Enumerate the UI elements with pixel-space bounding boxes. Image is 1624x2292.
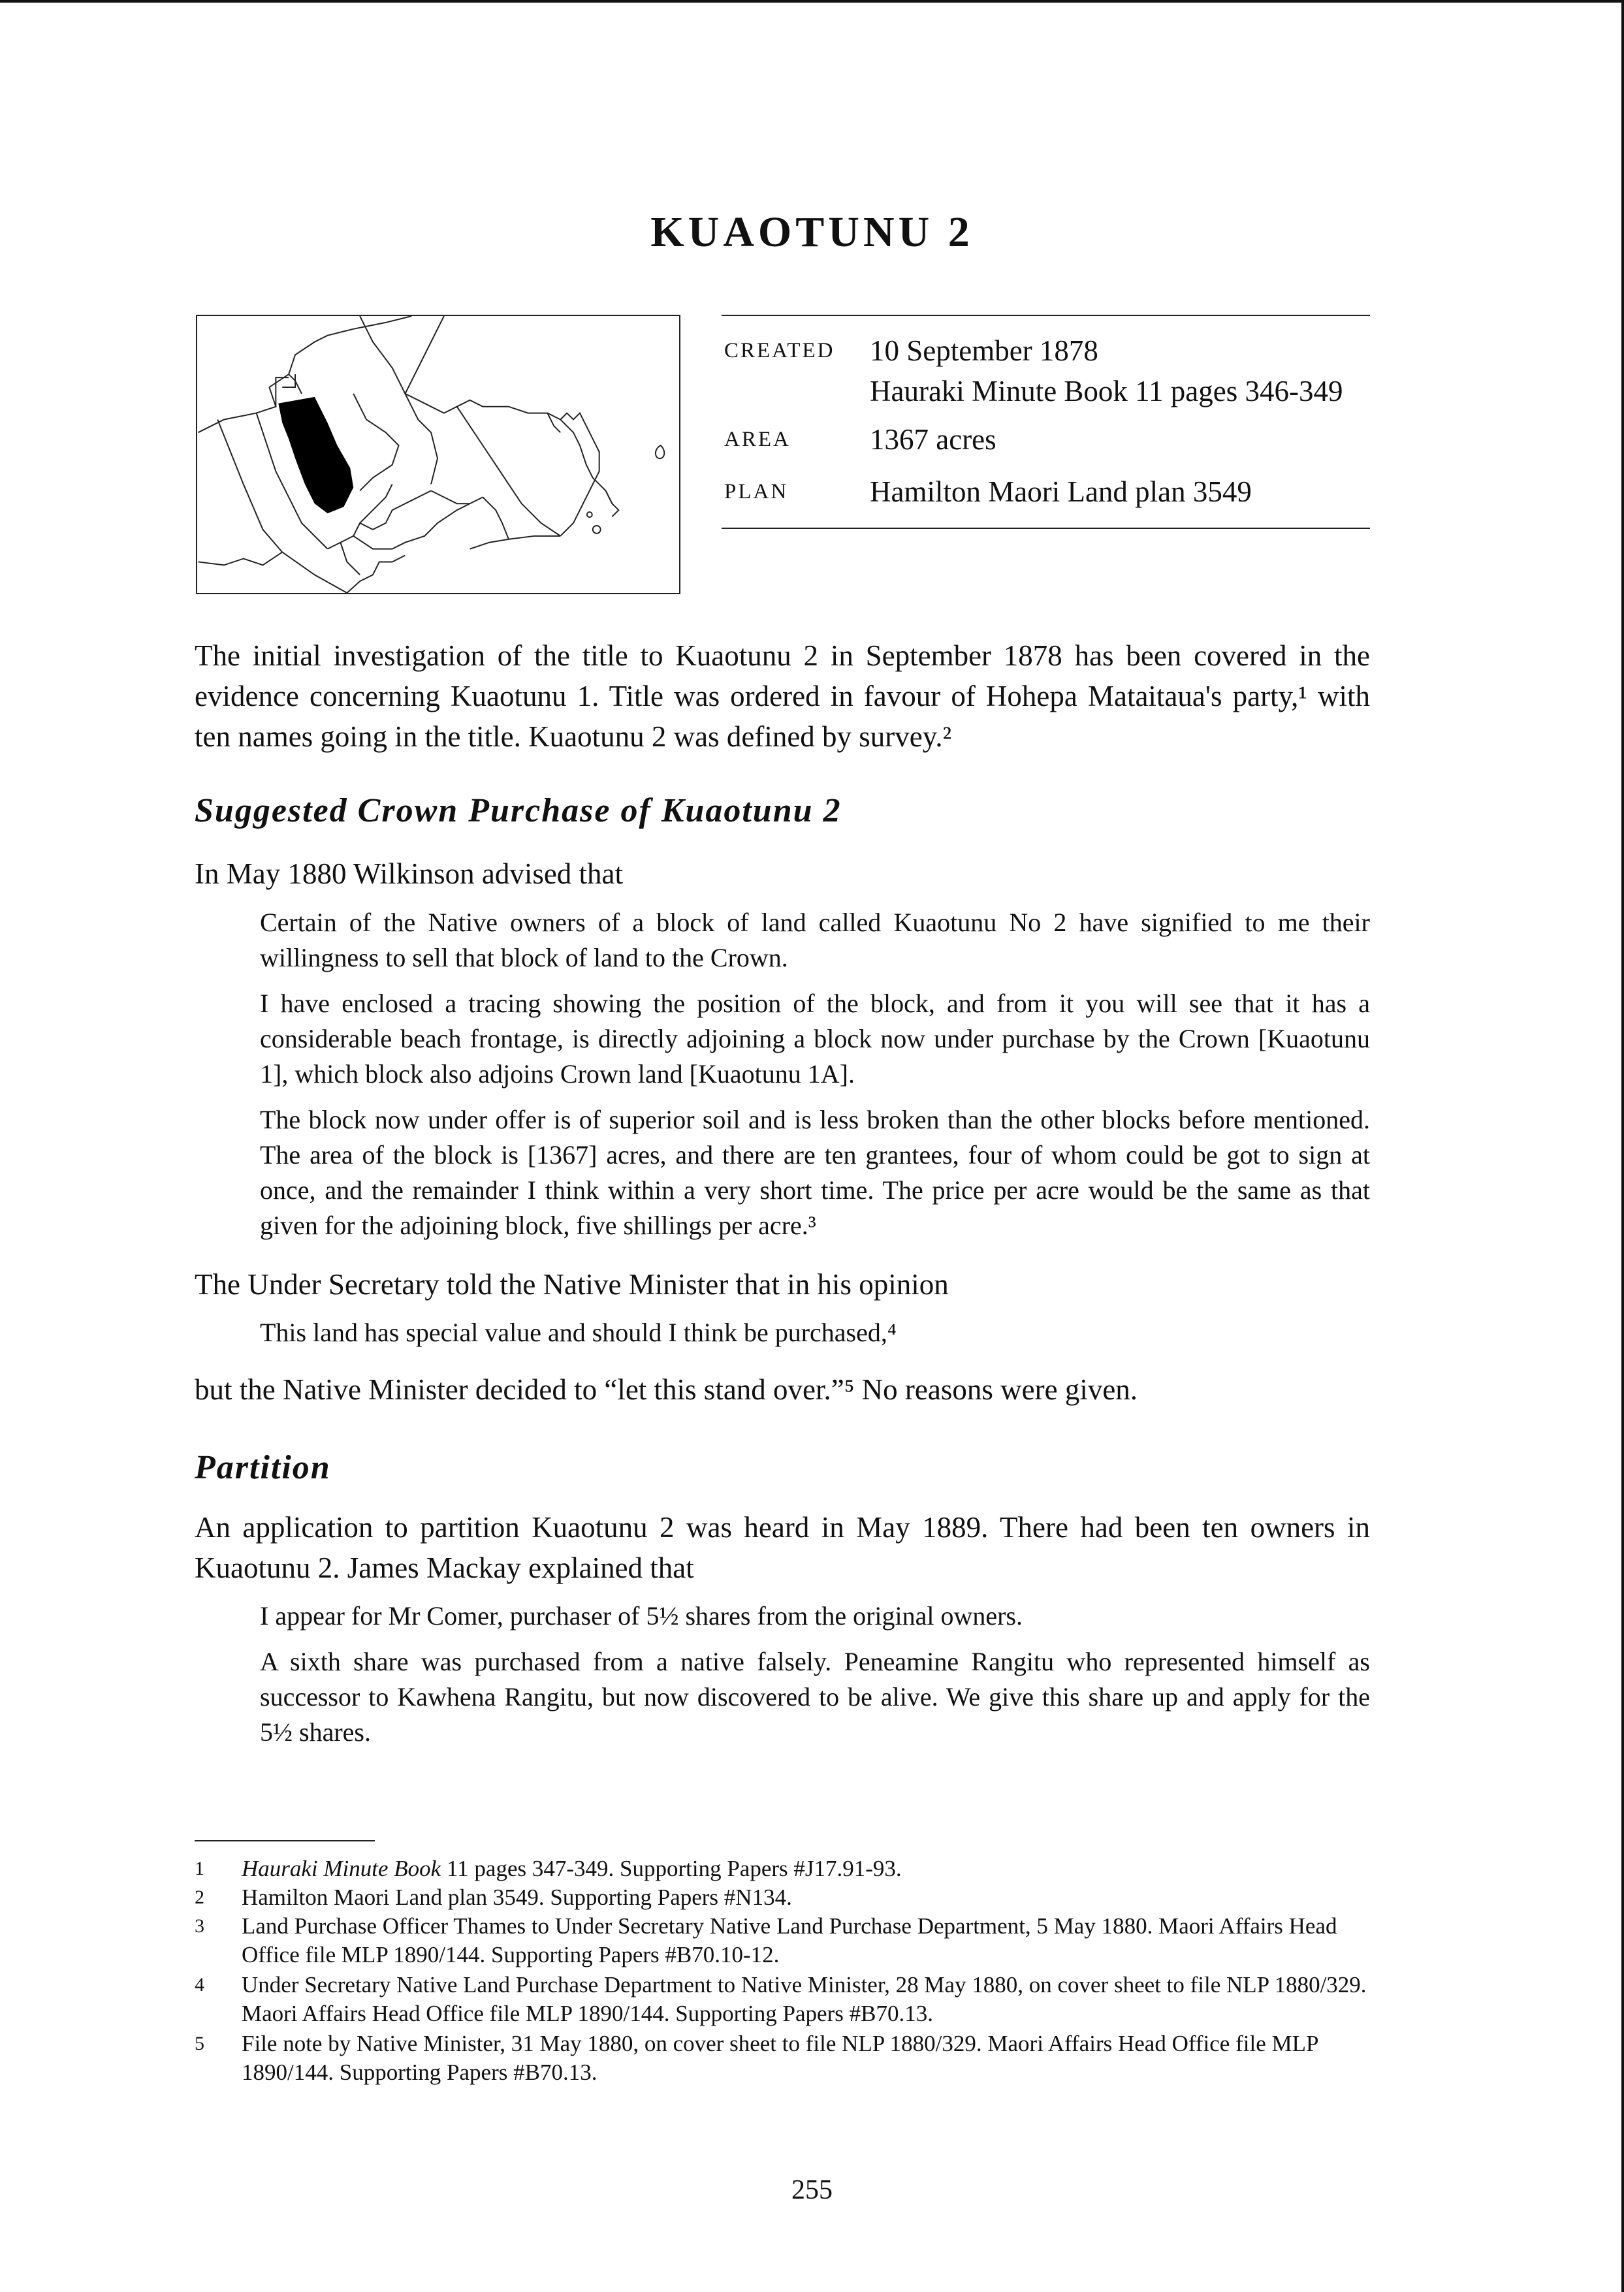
scan-edge-top — [0, 0, 1624, 3]
block-quote: A sixth share was purchased from a native falsely. Peneamine Rangitu who represented himself as successor to Kawhena Rangitu, but now discovered to be alive. We give this share up and apply for the 5½ shares. — [260, 1647, 1370, 1747]
page-title: KUAOTUNU 2 — [650, 208, 974, 256]
section-heading-crown-purchase: Suggested Crown Purchase of Kuaotunu 2 — [195, 792, 842, 829]
kuaotunu-2-block-shape — [278, 397, 353, 513]
plan-value: Hamilton Maori Land plan 3549 — [870, 475, 1252, 508]
block-quote: This land has special value and should I think be purchased,⁴ — [260, 1318, 897, 1347]
intro-paragraph: The initial investigation of the title to Kuaotunu 2 in September 1878 has been covered in the evidence concerning Kuaotunu 1. Title was ordered in favour of Hohepa Mataitaua's party,¹ with ten names going in the title. Kuaotunu 2 was defined by survey.² — [195, 639, 1370, 753]
block-quote: I appear for Mr Comer, purchaser of 5½ shares from the original owners. — [260, 1601, 1023, 1631]
footnote-text: Land Purchase Officer Thames to Under Secretary Native Land Purchase Department, 5 May 1880. Maori Affairs Head Office file MLP 1890/144. Supporting Papers #B70.10-12. — [242, 1913, 1337, 1967]
footnote-number: 5 — [195, 2033, 204, 2054]
created-source: Hauraki Minute Book 11 pages 346-349 — [870, 375, 1343, 407]
under-secretary-lead: The Under Secretary told the Native Minister that in his opinion — [195, 1268, 949, 1301]
page-number: 255 — [791, 2175, 833, 2205]
footnote-number: 2 — [195, 1886, 204, 1908]
scan-edge-right — [1621, 0, 1624, 2292]
area-label: AREA — [724, 428, 791, 451]
crown-purchase-lead: In May 1880 Wilkinson advised that — [195, 857, 624, 890]
closing-paragraph: but the Native Minister decided to “let this stand over.”⁵ No reasons were given. — [195, 1373, 1138, 1406]
section-heading-partition: Partition — [195, 1449, 331, 1486]
created-date: 10 September 1878 — [870, 334, 1098, 367]
footnote-number: 1 — [195, 1858, 204, 1879]
area-value: 1367 acres — [870, 423, 996, 456]
block-quote: Certain of the Native owners of a block of land called Kuaotunu No 2 have signified to me their willingness to sell that block of land to the Crown. — [260, 908, 1370, 972]
footnote-text: Under Secretary Native Land Purchase Department to Native Minister, 28 May 1880, on cover sheet to file NLP 1880/329. Maori Affairs Head Office file MLP 1890/144. Supporting Papers #B70.13. — [242, 1972, 1367, 2026]
block-info-table — [722, 315, 1370, 529]
footnote-number: 4 — [195, 1974, 204, 1996]
created-label: CREATED — [724, 339, 835, 362]
footnote-italic-title: Hauraki Minute Book — [242, 1856, 441, 1881]
footnote-text: Hamilton Maori Land plan 3549. Supporting Papers #N134. — [242, 1885, 792, 1910]
block-quote: I have enclosed a tracing showing the position of the block, and from it you will see that it has a considerable beach frontage, is directly adjoining a block now under purchase by the Crown [Kuaotunu 1], which block also adjoins Crown land [Kuaotunu 1A]. — [260, 989, 1370, 1089]
footnote-number: 3 — [195, 1915, 204, 1937]
block-quote: The block now under offer is of superior soil and is less broken than the other blocks before mentioned. The area of the block is [1367] acres, and there are ten grantees, four of whom could be got to sign at once, and the remainder I think within a very short time. The price per acre would be the same as that given for the adjoining block, five shillings per acre.³ — [260, 1105, 1370, 1240]
location-map — [196, 315, 680, 594]
footnote-text: File note by Native Minister, 31 May 1880, on cover sheet to file NLP 1880/329. Maori Affairs Head Office file MLP 1890/144. Supporting Papers #B70.13. — [242, 2031, 1318, 2085]
footnote-text: Hauraki Minute Book 11 pages 347-349. Supporting Papers #J17.91-93. — [242, 1856, 902, 1881]
location-map-drawing — [197, 316, 679, 593]
plan-label: PLAN — [724, 480, 789, 503]
partition-lead: An application to partition Kuaotunu 2 was heard in May 1889. There had been ten owners in Kuaotunu 2. James Mackay explained that — [195, 1511, 1370, 1584]
footnote-rule — [195, 1840, 375, 1841]
